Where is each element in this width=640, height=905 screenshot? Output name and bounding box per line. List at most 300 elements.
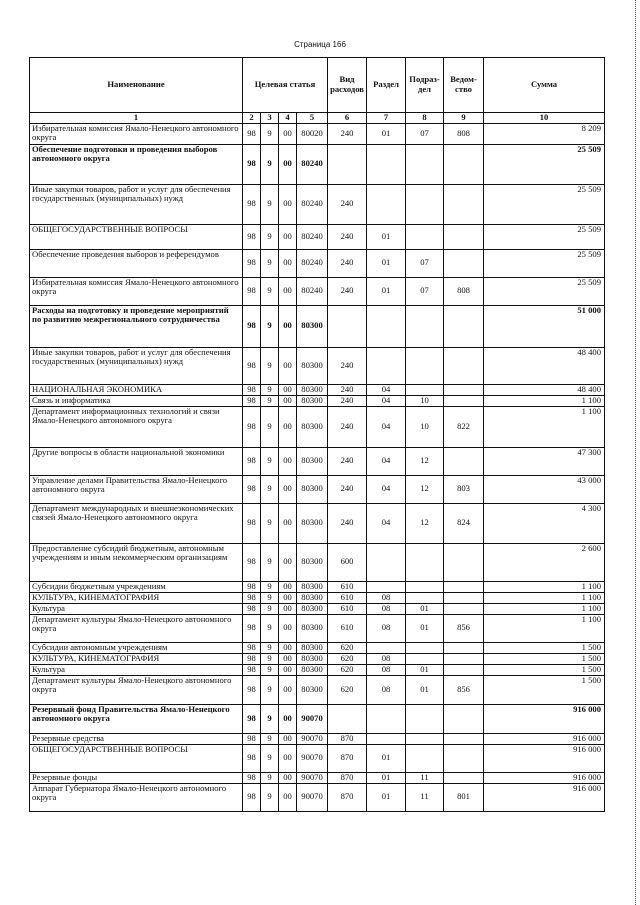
target-part-3: 00 [279,224,297,249]
header-name: Наименование [30,58,243,113]
row-razdel: 01 [367,249,406,277]
row-podrazdel [406,347,444,384]
row-razdel [367,581,406,592]
table-row [30,664,605,675]
col-number: 7 [367,113,406,124]
col-number: 9 [444,113,484,124]
row-vid: 620 [328,664,367,675]
row-vid: 610 [328,614,367,642]
target-part-1: 98 [243,406,261,447]
row-sum: 43 000 [484,475,605,503]
target-part-4: 80020 [297,123,328,144]
row-podrazdel [406,744,444,772]
target-part-1: 98 [243,384,261,395]
target-part-2: 9 [261,305,279,347]
row-vedomstvo: 801 [444,783,484,811]
target-part-4: 80300 [297,592,328,603]
target-part-1: 98 [243,642,261,653]
target-part-3: 00 [279,744,297,772]
row-podrazdel [406,543,444,581]
row-vid: 240 [328,224,367,249]
target-part-4: 80300 [297,406,328,447]
row-sum: 48 400 [484,347,605,384]
row-name: Избирательная комиссия Ямало-Ненецкого автономного округа [30,277,243,305]
row-sum: 1 100 [484,592,605,603]
table-row [30,614,605,642]
table-row [30,224,605,249]
row-name: Связь и информатика [30,395,243,406]
row-podrazdel: 07 [406,277,444,305]
target-part-1: 98 [243,603,261,614]
row-vid: 600 [328,543,367,581]
row-podrazdel [406,144,444,184]
target-part-3: 00 [279,704,297,733]
target-part-3: 00 [279,675,297,704]
row-vid: 240 [328,447,367,475]
row-razdel [367,704,406,733]
table-row [30,277,605,305]
row-razdel: 08 [367,664,406,675]
budget-table [29,57,605,812]
row-razdel: 04 [367,447,406,475]
target-part-1: 98 [243,614,261,642]
col-number: 1 [30,113,243,124]
row-vid: 870 [328,733,367,744]
target-part-1: 98 [243,653,261,664]
target-part-2: 9 [261,123,279,144]
row-podrazdel [406,704,444,733]
table-row [30,503,605,543]
target-part-2: 9 [261,733,279,744]
row-podrazdel [406,592,444,603]
row-razdel: 01 [367,123,406,144]
target-part-2: 9 [261,653,279,664]
row-podrazdel: 01 [406,614,444,642]
row-vid: 610 [328,592,367,603]
row-podrazdel: 11 [406,783,444,811]
target-part-3: 00 [279,733,297,744]
target-part-2: 9 [261,384,279,395]
table-row [30,475,605,503]
table-row [30,184,605,224]
table-row [30,347,605,384]
row-razdel: 04 [367,384,406,395]
row-razdel [367,733,406,744]
row-sum: 916 000 [484,772,605,783]
row-podrazdel [406,184,444,224]
col-number: 10 [484,113,605,124]
target-part-1: 98 [243,772,261,783]
target-part-3: 00 [279,144,297,184]
row-name: КУЛЬТУРА, КИНЕМАТОГРАФИЯ [30,592,243,603]
row-razdel: 01 [367,772,406,783]
row-vedomstvo [444,447,484,475]
target-part-3: 00 [279,772,297,783]
row-sum: 25 509 [484,184,605,224]
target-part-2: 9 [261,603,279,614]
row-sum: 25 509 [484,224,605,249]
target-part-4: 80240 [297,224,328,249]
page-edge [633,0,636,905]
target-part-3: 00 [279,603,297,614]
row-name: Обеспечение проведения выборов и референдумов [30,249,243,277]
col-number: 8 [406,113,444,124]
row-sum: 1 500 [484,675,605,704]
row-razdel [367,543,406,581]
target-part-3: 00 [279,642,297,653]
table-row [30,603,605,614]
target-part-2: 9 [261,249,279,277]
target-part-3: 00 [279,184,297,224]
target-part-1: 98 [243,664,261,675]
row-vid: 240 [328,277,367,305]
header-podrazdel: Подраз-дел [406,58,444,113]
row-name: Резервные фонды [30,772,243,783]
header-sum: Сумма [484,58,605,113]
target-part-2: 9 [261,503,279,543]
page-label: Страница 166 [294,40,346,49]
row-podrazdel [406,653,444,664]
row-vedomstvo [444,744,484,772]
table-row [30,249,605,277]
table-row [30,744,605,772]
target-part-4: 80300 [297,384,328,395]
col-number: 6 [328,113,367,124]
target-part-2: 9 [261,642,279,653]
row-razdel: 04 [367,475,406,503]
target-part-1: 98 [243,503,261,543]
table-row [30,653,605,664]
row-podrazdel: 12 [406,447,444,475]
target-part-4: 80300 [297,395,328,406]
row-name: Департамент культуры Ямало-Ненецкого автономного округа [30,614,243,642]
row-vedomstvo [444,249,484,277]
target-part-1: 98 [243,592,261,603]
row-razdel [367,144,406,184]
row-vid [328,144,367,184]
row-podrazdel [406,581,444,592]
row-name: ОБЩЕГОСУДАРСТВЕННЫЕ ВОПРОСЫ [30,224,243,249]
table-row [30,581,605,592]
row-sum: 916 000 [484,744,605,772]
row-vedomstvo: 856 [444,614,484,642]
row-razdel: 08 [367,603,406,614]
row-vedomstvo [444,144,484,184]
row-razdel: 01 [367,224,406,249]
target-part-4: 80300 [297,675,328,704]
table-row [30,783,605,811]
row-podrazdel: 01 [406,675,444,704]
row-name: Субсидии бюджетным учреждениям [30,581,243,592]
table-row [30,675,605,704]
target-part-4: 90070 [297,744,328,772]
target-part-2: 9 [261,614,279,642]
target-part-1: 98 [243,704,261,733]
row-vedomstvo [444,592,484,603]
row-vid: 240 [328,475,367,503]
row-podrazdel [406,642,444,653]
col-number: 4 [279,113,297,124]
row-razdel [367,347,406,384]
row-vid: 240 [328,123,367,144]
table-row [30,543,605,581]
row-razdel: 01 [367,744,406,772]
row-vedomstvo [444,772,484,783]
row-razdel [367,642,406,653]
row-razdel: 01 [367,277,406,305]
row-name: Предоставление субсидий бюджетным, автономным учреждениям и иным некоммерческим организациям [30,543,243,581]
row-name: Резервные средства [30,733,243,744]
header-target: Целевая статья [243,58,328,113]
table-row [30,733,605,744]
table-row [30,704,605,733]
row-name: Департамент международных и внешнеэкономических связей Ямало-Ненецкого автономного округа [30,503,243,543]
row-podrazdel [406,733,444,744]
row-vid: 620 [328,642,367,653]
target-part-2: 9 [261,744,279,772]
target-part-3: 00 [279,664,297,675]
row-name: Избирательная комиссия Ямало-Ненецкого автономного округа [30,123,243,144]
target-part-1: 98 [243,347,261,384]
target-part-3: 00 [279,653,297,664]
target-part-2: 9 [261,783,279,811]
row-podrazdel: 01 [406,603,444,614]
row-podrazdel [406,305,444,347]
table-row [30,447,605,475]
row-vid: 240 [328,503,367,543]
target-part-2: 9 [261,664,279,675]
target-part-4: 90070 [297,772,328,783]
row-vedomstvo [444,224,484,249]
row-podrazdel: 12 [406,503,444,543]
target-part-4: 80300 [297,447,328,475]
col-number: 5 [297,113,328,124]
row-name: Управление делами Правительства Ямало-Ненецкого автономного округа [30,475,243,503]
row-podrazdel: 10 [406,406,444,447]
target-part-4: 80300 [297,305,328,347]
target-part-2: 9 [261,704,279,733]
row-vid: 240 [328,184,367,224]
target-part-3: 00 [279,543,297,581]
target-part-1: 98 [243,783,261,811]
row-name: Аппарат Губернатора Ямало-Ненецкого автономного округа [30,783,243,811]
row-name: Иные закупки товаров, работ и услуг для обеспечения государственных (муниципальных) нужд [30,347,243,384]
row-podrazdel [406,224,444,249]
row-razdel: 04 [367,395,406,406]
row-razdel: 04 [367,503,406,543]
row-vedomstvo: 856 [444,675,484,704]
row-vedomstvo [444,653,484,664]
row-name: ОБЩЕГОСУДАРСТВЕННЫЕ ВОПРОСЫ [30,744,243,772]
row-vid: 870 [328,772,367,783]
target-part-4: 90070 [297,704,328,733]
target-part-4: 80240 [297,277,328,305]
row-name: Обеспечение подготовки и проведения выборов автономного округа [30,144,243,184]
row-vedomstvo [444,664,484,675]
header-row [30,58,605,113]
target-part-4: 80240 [297,184,328,224]
target-part-1: 98 [243,305,261,347]
target-part-3: 00 [279,783,297,811]
target-part-4: 80300 [297,475,328,503]
row-vedomstvo: 824 [444,503,484,543]
row-vedomstvo: 803 [444,475,484,503]
target-part-2: 9 [261,144,279,184]
target-part-2: 9 [261,675,279,704]
target-part-1: 98 [243,123,261,144]
row-vid: 240 [328,249,367,277]
target-part-4: 80300 [297,543,328,581]
target-part-1: 98 [243,184,261,224]
row-vid: 870 [328,783,367,811]
row-name: НАЦИОНАЛЬНАЯ ЭКОНОМИКА [30,384,243,395]
target-part-1: 98 [243,675,261,704]
row-razdel [367,305,406,347]
row-vedomstvo [444,603,484,614]
row-name: Департамент культуры Ямало-Ненецкого автономного округа [30,675,243,704]
header-vid: Вид расходов [328,58,367,113]
row-vid [328,305,367,347]
row-sum: 25 509 [484,249,605,277]
row-vid: 870 [328,744,367,772]
col-number: 2 [243,113,261,124]
row-sum: 1 100 [484,603,605,614]
target-part-3: 00 [279,123,297,144]
target-part-4: 80300 [297,653,328,664]
row-sum: 1 500 [484,664,605,675]
row-razdel: 08 [367,653,406,664]
target-part-3: 00 [279,406,297,447]
row-razdel: 08 [367,614,406,642]
row-sum: 47 300 [484,447,605,475]
target-part-1: 98 [243,744,261,772]
target-part-2: 9 [261,224,279,249]
target-part-4: 80300 [297,503,328,543]
row-vid: 240 [328,406,367,447]
target-part-2: 9 [261,592,279,603]
column-numbers-row [30,113,605,124]
row-vid: 240 [328,395,367,406]
row-sum: 1 100 [484,614,605,642]
row-name: Департамент информационных технологий и связи Ямало-Ненецкого автономного округа [30,406,243,447]
table-row [30,305,605,347]
target-part-1: 98 [243,224,261,249]
target-part-1: 98 [243,581,261,592]
row-sum: 916 000 [484,783,605,811]
target-part-1: 98 [243,475,261,503]
target-part-3: 00 [279,503,297,543]
target-part-3: 00 [279,249,297,277]
target-part-2: 9 [261,772,279,783]
target-part-2: 9 [261,395,279,406]
row-sum: 1 100 [484,581,605,592]
row-sum: 48 400 [484,384,605,395]
table-row [30,592,605,603]
row-podrazdel: 07 [406,123,444,144]
row-name: Культура [30,603,243,614]
target-part-1: 98 [243,543,261,581]
target-part-2: 9 [261,406,279,447]
row-vid: 620 [328,653,367,664]
table-row [30,384,605,395]
row-vedomstvo [444,642,484,653]
row-razdel: 04 [367,406,406,447]
row-razdel [367,184,406,224]
target-part-4: 90070 [297,783,328,811]
row-name: Резервный фонд Правительства Ямало-Ненецкого автономного округа [30,704,243,733]
row-name: Расходы на подготовку и проведение мероприятий по развитию межрегионального сотрудничества [30,305,243,347]
target-part-3: 00 [279,384,297,395]
target-part-2: 9 [261,184,279,224]
target-part-4: 80300 [297,603,328,614]
row-podrazdel: 10 [406,395,444,406]
table-row [30,144,605,184]
target-part-3: 00 [279,277,297,305]
row-name: КУЛЬТУРА, КИНЕМАТОГРАФИЯ [30,653,243,664]
row-vid: 610 [328,603,367,614]
row-name: Другие вопросы в области национальной экономики [30,447,243,475]
row-sum: 916 000 [484,704,605,733]
target-part-2: 9 [261,475,279,503]
target-part-4: 80300 [297,664,328,675]
target-part-2: 9 [261,581,279,592]
row-vedomstvo [444,543,484,581]
row-vid: 240 [328,347,367,384]
row-vedomstvo [444,395,484,406]
target-part-2: 9 [261,347,279,384]
row-vedomstvo: 822 [444,406,484,447]
target-part-2: 9 [261,543,279,581]
row-vedomstvo: 808 [444,123,484,144]
table-row [30,395,605,406]
target-part-4: 80300 [297,614,328,642]
target-part-1: 98 [243,395,261,406]
table-body [30,123,605,811]
row-sum: 1 100 [484,395,605,406]
row-sum: 1 500 [484,653,605,664]
row-razdel: 08 [367,675,406,704]
row-podrazdel [406,384,444,395]
table-row [30,406,605,447]
target-part-1: 98 [243,733,261,744]
target-part-3: 00 [279,592,297,603]
target-part-3: 00 [279,347,297,384]
target-part-4: 90070 [297,733,328,744]
row-sum: 2 600 [484,543,605,581]
target-part-4: 80300 [297,347,328,384]
target-part-3: 00 [279,475,297,503]
row-vedomstvo [444,581,484,592]
target-part-2: 9 [261,277,279,305]
target-part-4: 80240 [297,144,328,184]
header-razdel: Раздел [367,58,406,113]
row-sum: 1 100 [484,406,605,447]
row-name: Культура [30,664,243,675]
row-sum: 8 209 [484,123,605,144]
row-sum: 25 509 [484,144,605,184]
row-vedomstvo: 808 [444,277,484,305]
table-row [30,772,605,783]
target-part-1: 98 [243,144,261,184]
row-podrazdel: 07 [406,249,444,277]
target-part-1: 98 [243,277,261,305]
row-vedomstvo [444,384,484,395]
target-part-3: 00 [279,305,297,347]
row-vedomstvo [444,347,484,384]
table-row [30,642,605,653]
row-razdel: 01 [367,783,406,811]
row-vedomstvo [444,733,484,744]
